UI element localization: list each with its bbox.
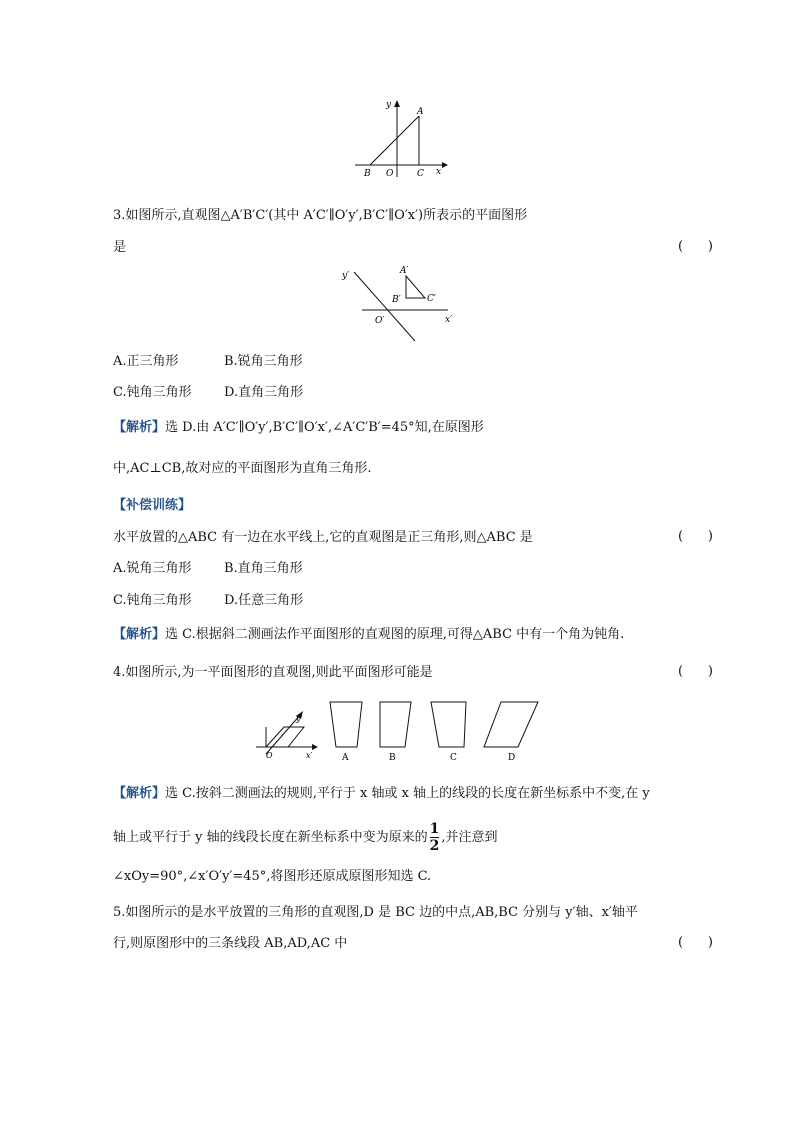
q4-label-y: y′ <box>296 714 303 723</box>
label-x-prime: x′ <box>445 315 453 325</box>
q4-analysis-line2-pre: 轴上或平行于 y 轴的线段长度在新坐标系中变为原来的 <box>113 830 428 845</box>
label-o-prime: O′ <box>375 316 385 326</box>
y-axis-arrow <box>394 100 400 107</box>
q4-label-d: D <box>508 753 516 763</box>
q4-option-shape-d <box>484 702 538 747</box>
analysis-tag: 【解析】 <box>113 420 166 435</box>
label-x: x <box>436 167 442 177</box>
supplement-analysis <box>113 626 624 644</box>
q4-analysis-line2 <box>113 818 498 858</box>
label-b: B <box>364 169 371 179</box>
supplement-analysis-text: 选 C.根据斜二测画法作平面图形的直观图的原理,可得△ABC 中有一个角为钝角. <box>165 627 625 642</box>
q3-analysis-line1 <box>113 419 484 437</box>
q4-label-c: C <box>450 753 457 763</box>
q4-answer-paren: ( ) <box>678 664 713 679</box>
label-y-prime: y′ <box>342 271 350 281</box>
fraction-one-half <box>430 822 440 853</box>
supplement-answer-paren: ( ) <box>678 529 713 544</box>
q3-line2: 是 <box>113 240 127 255</box>
q3-line1: 3.如图所示,直观图△A′B′C′(其中 A′C′∥O′y′,B′C′∥O′x′)所表示的平面图形 <box>113 208 528 223</box>
q3-oblique-figure <box>338 262 458 344</box>
supplement-option-d: D.任意三角形 <box>224 593 304 608</box>
q4-option-shape-b <box>380 702 411 747</box>
supplement-option-a: A.锐角三角形 <box>113 561 192 576</box>
label-y: y <box>386 100 392 110</box>
q5-answer-paren: ( ) <box>678 935 713 950</box>
analysis-tag: 【解析】 <box>113 627 166 642</box>
supplement-question: 水平放置的△ABC 有一边在水平线上,它的直观图是正三角形,则△ABC 是 <box>113 530 533 545</box>
q3-answer-paren: ( ) <box>678 239 713 254</box>
q4-analysis-line3: ∠xOy=90°,∠x′O′y′=45°,将图形还原成原图形知选 C. <box>113 869 432 884</box>
q4-option-shape-a <box>330 702 362 747</box>
label-a-prime: A′ <box>400 266 409 276</box>
label-o: O <box>386 169 394 179</box>
fraction-numerator: 1 <box>429 821 440 837</box>
q4-figure <box>252 694 552 766</box>
q4-label-x: x′ <box>306 751 313 760</box>
q4-x-axis-arrow <box>312 744 318 750</box>
q4-analysis-text: 选 C.按斜二测画法的规则,平行于 x 轴或 x 轴上的线段的长度在新坐标系中不变,在 y <box>165 786 650 801</box>
q3-analysis-text: 选 D.由 A′C′∥O′y′,B′C′∥O′x′,∠A′C′B′=45°知,在原图形 <box>165 420 484 435</box>
label-a: A <box>417 107 424 117</box>
triangle-abc-prime <box>406 276 425 298</box>
fraction-denominator: 2 <box>429 838 440 854</box>
q5-line2: 行,则原图形中的三条线段 AB,AD,AC 中 <box>113 936 348 951</box>
label-c-prime: C′ <box>427 294 436 304</box>
q3-option-b: B.锐角三角形 <box>224 354 303 369</box>
q3-option-d: D.直角三角形 <box>224 385 304 400</box>
q4-question: 4.如图所示,为一平面图形的直观图,则此平面图形可能是 <box>113 665 433 680</box>
label-c: C <box>417 169 424 179</box>
q4-analysis-line1 <box>113 785 650 803</box>
analysis-tag: 【解析】 <box>113 786 166 801</box>
x-axis-arrow <box>442 162 448 168</box>
q4-parallelogram <box>266 727 304 747</box>
q3-option-a: A.正三角形 <box>113 354 179 369</box>
q3-analysis-line2: 中,AC⊥CB,故对应的平面图形为直角三角形. <box>113 461 372 476</box>
segment-ba <box>370 116 419 165</box>
triangle-axes-figure <box>350 95 450 180</box>
q4-option-shape-c <box>431 702 466 747</box>
q5-line1: 5.如图所示的是水平放置的三角形的直观图,D 是 BC 边的中点,AB,BC 分别与 y′轴、x′轴平 <box>113 905 638 920</box>
q4-label-a: A <box>342 753 349 763</box>
q4-label-o: O <box>266 751 273 760</box>
q4-analysis-line2-post: ,并注意到 <box>441 830 498 845</box>
supplement-option-b: B.直角三角形 <box>224 561 303 576</box>
q4-label-b: B <box>389 753 396 763</box>
label-b-prime: B′ <box>392 295 401 305</box>
q3-option-c: C.钝角三角形 <box>113 385 192 400</box>
supplement-option-c: C.钝角三角形 <box>113 593 192 608</box>
supplement-title: 【补偿训练】 <box>113 498 192 513</box>
